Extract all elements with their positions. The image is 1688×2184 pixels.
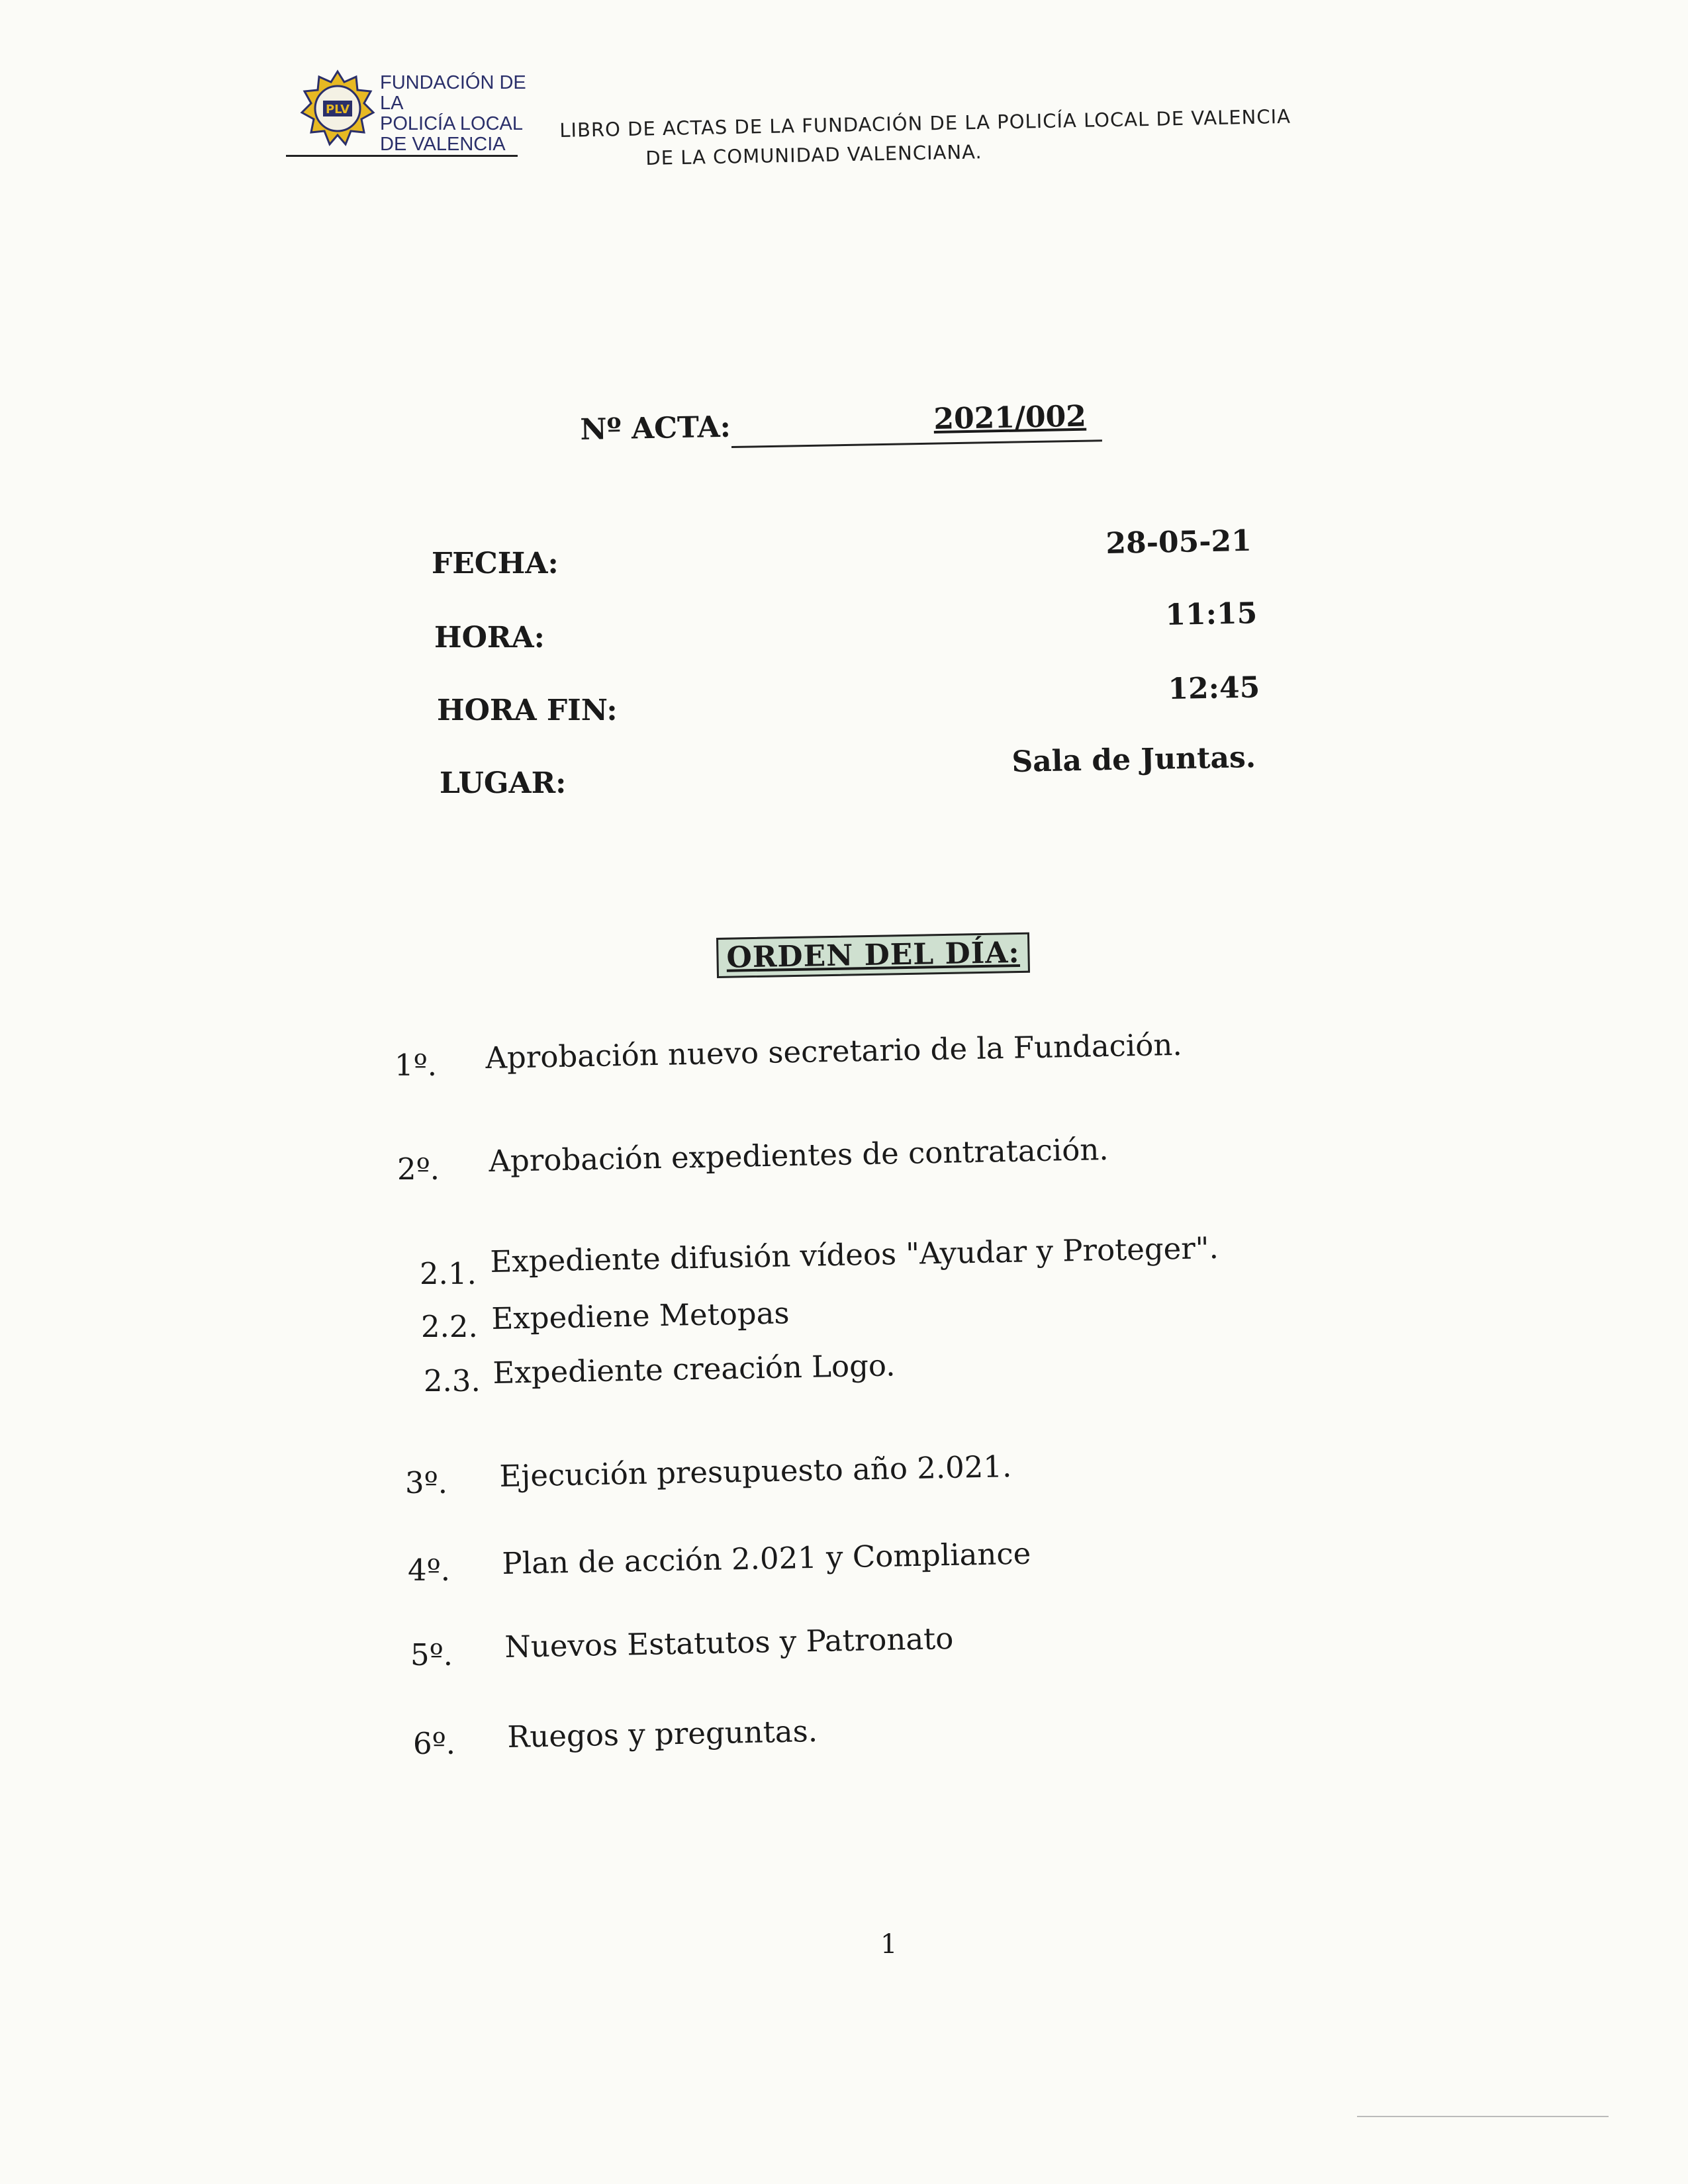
acta-underline (731, 439, 1102, 448)
item-1-text: Aprobación nuevo secretario de la Fundación. (485, 1026, 1183, 1075)
logo-caption (380, 73, 539, 155)
svg-text:PLV: PLV (325, 103, 350, 116)
subitem-2-3-text: Expediente creación Logo. (492, 1347, 896, 1390)
lugar-label: LUGAR: (440, 766, 567, 800)
item-4-number: 4º. (408, 1553, 451, 1588)
orden-del-dia-title: ORDEN DEL DÍA: (716, 933, 1030, 978)
scan-edge-line (1357, 2116, 1609, 2117)
lugar-value: Sala de Juntas. (1011, 740, 1256, 779)
logo-underline (286, 155, 518, 157)
acta-label: Nº ACTA: (580, 410, 731, 447)
item-1-number: 1º. (395, 1048, 438, 1083)
hora-fin-label: HORA FIN: (437, 694, 618, 727)
hora-value: 11:15 (1165, 596, 1258, 632)
hora-label: HORA: (434, 621, 545, 655)
subitem-2-3-number: 2.3. (424, 1363, 481, 1398)
subitem-2-1-number: 2.1. (420, 1256, 477, 1291)
item-5-text: Nuevos Estatutos y Patronato (504, 1620, 954, 1664)
item-2-text: Aprobación expedientes de contratación. (489, 1132, 1109, 1179)
item-3-number: 3º. (405, 1465, 448, 1500)
police-star-icon (298, 69, 377, 148)
hora-fin-value: 12:45 (1168, 670, 1260, 706)
subitem-2-2-text: Expediene Metopas (491, 1295, 790, 1336)
header-line-1: LIBRO DE ACTAS DE LA FUNDACIÓN DE LA POLICÍA LOCAL DE VALENCIA (559, 105, 1291, 142)
logo-caption-line1: FUNDACIÓN DE LA (380, 72, 526, 114)
fecha-value: 28-05-21 (1105, 523, 1252, 561)
subitem-2-2-number: 2.2. (421, 1309, 478, 1344)
item-5-number: 5º. (410, 1637, 453, 1672)
foundation-logo (298, 69, 377, 148)
fecha-label: FECHA: (432, 547, 559, 580)
subitem-2-1-text: Expediente difusión vídeos "Ayudar y Proteger". (490, 1230, 1219, 1279)
logo-caption-line3: DE VALENCIA (380, 134, 506, 155)
item-4-text: Plan de acción 2.021 y Compliance (502, 1535, 1031, 1581)
logo-caption-line2: POLICÍA LOCAL (380, 113, 523, 134)
item-6-text: Ruegos y preguntas. (507, 1713, 818, 1754)
acta-value: 2021/002 (933, 399, 1087, 436)
item-6-number: 6º. (413, 1726, 456, 1761)
item-3-text: Ejecución presupuesto año 2.021. (499, 1449, 1012, 1494)
header-line-2: DE LA COMUNIDAD VALENCIANA. (645, 140, 982, 169)
item-2-number: 2º. (397, 1152, 440, 1187)
page-number: 1 (880, 1929, 898, 1960)
